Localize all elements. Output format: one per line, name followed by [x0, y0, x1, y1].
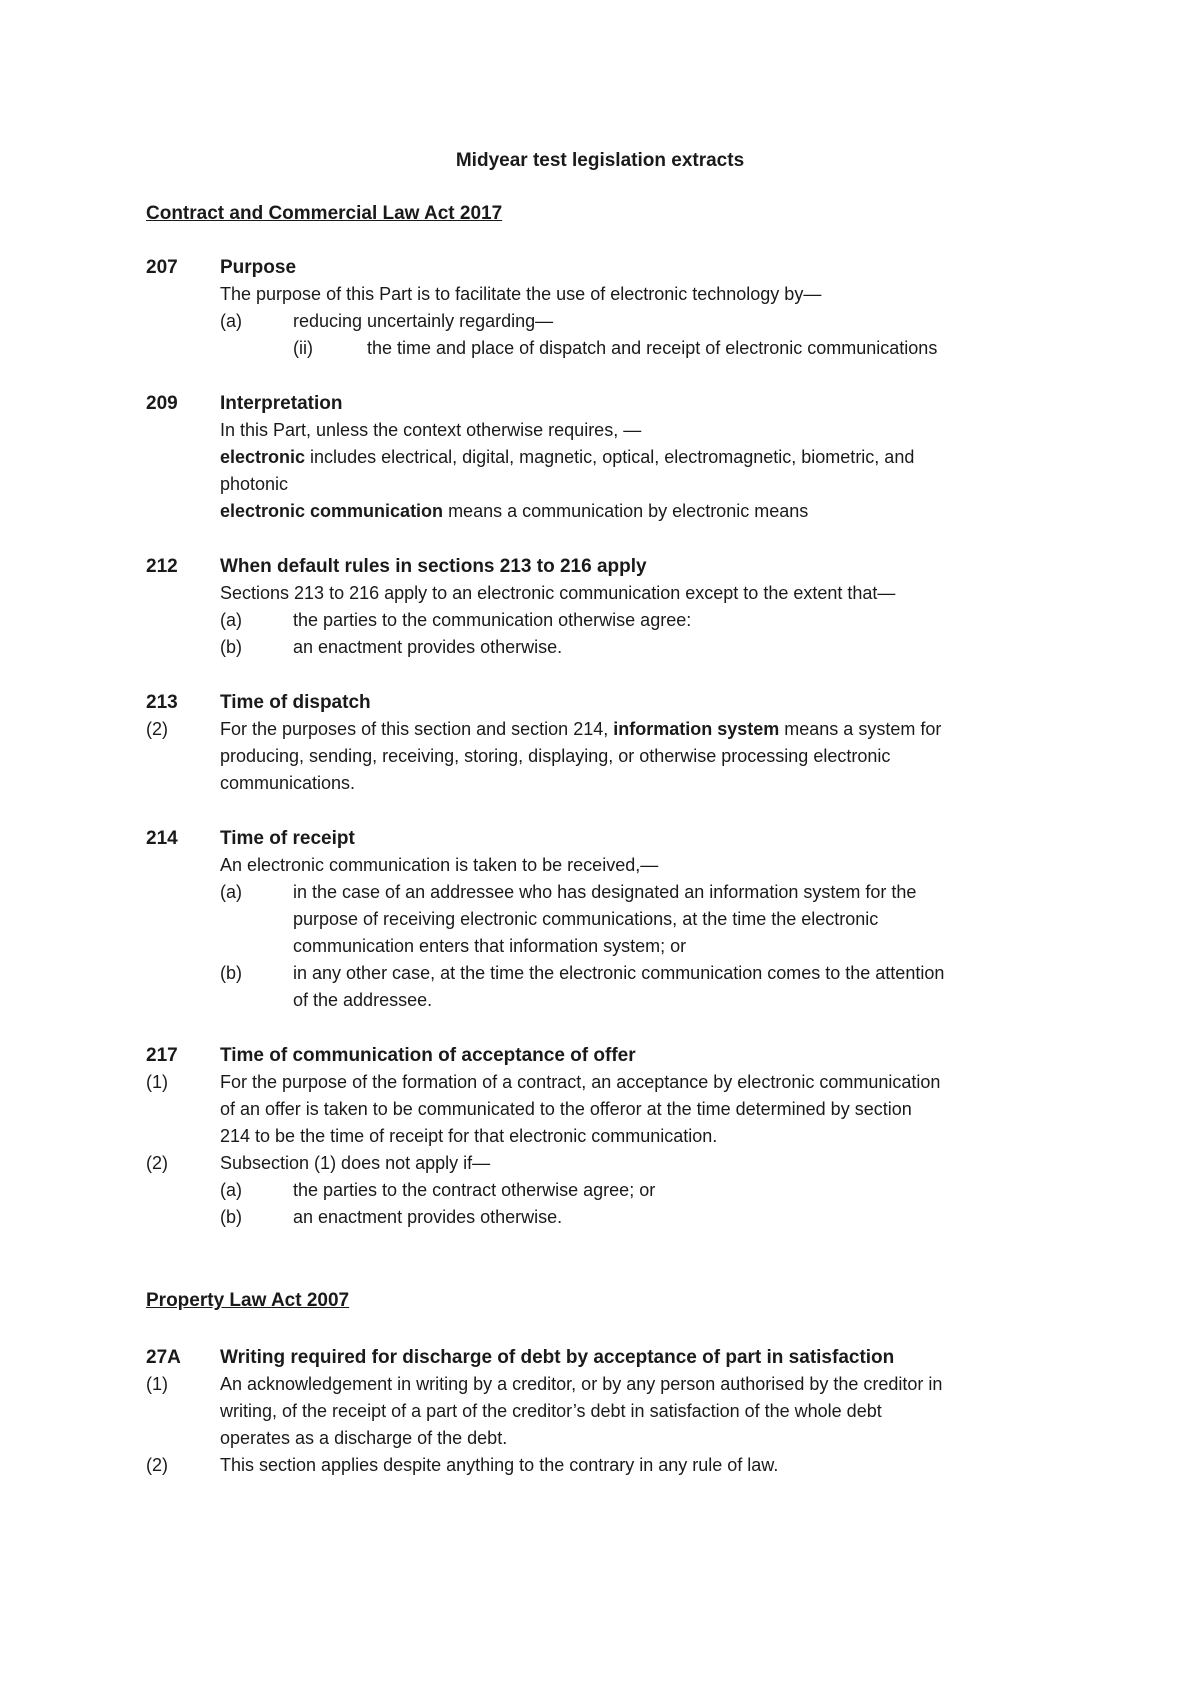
paragraph-text: purpose of receiving electronic communications, at the time the electronic — [293, 909, 879, 929]
section-title: Time of receipt — [220, 828, 355, 849]
section-number: 213 — [146, 692, 178, 713]
section-number: 207 — [146, 257, 178, 278]
paragraph-label: (a) — [220, 311, 242, 331]
section-title: Writing required for discharge of debt by acceptance of part in satisfaction — [220, 1347, 895, 1368]
paragraph-label: (a) — [220, 1180, 242, 1200]
section-title: Time of communication of acceptance of offer — [220, 1045, 636, 1066]
section-text: Sections 213 to 216 apply to an electronic communication except to the extent that— — [220, 583, 896, 603]
section-number: 214 — [146, 828, 178, 849]
section-title: Purpose — [220, 257, 297, 278]
subsection-text: For the purposes of this section and section 214, — [220, 719, 614, 739]
document-title: Midyear test legislation extracts — [455, 150, 745, 171]
subparagraph-label: (ii) — [293, 338, 313, 358]
subsection-line — [220, 716, 941, 743]
paragraph-text: the parties to the contract otherwise agree; or — [293, 1180, 656, 1200]
section-title: Time of dispatch — [220, 692, 371, 713]
subsection-text: operates as a discharge of the debt. — [220, 1428, 508, 1448]
subsection-label: (2) — [146, 1153, 168, 1173]
paragraph-text: an enactment provides otherwise. — [293, 1207, 563, 1227]
section-number: 27A — [146, 1347, 181, 1368]
section-text: The purpose of this Part is to facilitate the use of electronic technology by— — [220, 284, 822, 304]
act-title: Contract and Commercial Law Act 2017 — [146, 203, 503, 224]
subsection-text: writing, of the receipt of a part of the creditor’s debt in satisfaction of the whole debt — [220, 1401, 882, 1421]
subsection-label: (2) — [146, 1455, 168, 1475]
subsection-label: (2) — [146, 719, 168, 739]
subsection-text: means a system for — [779, 719, 942, 739]
section-text: An electronic communication is taken to be received,— — [220, 855, 659, 875]
paragraph-label: (b) — [220, 1207, 242, 1227]
defined-term: information system — [613, 719, 780, 739]
paragraph-text: reducing uncertainly regarding— — [293, 311, 554, 331]
definition-text: photonic — [220, 474, 289, 494]
subsection-text: 214 to be the time of receipt for that electronic communication. — [220, 1126, 718, 1146]
paragraph-label: (a) — [220, 882, 242, 902]
subsection-text: This section applies despite anything to the contrary in any rule of law. — [220, 1455, 779, 1475]
paragraph-text: the parties to the communication otherwise agree: — [293, 610, 692, 630]
paragraph-text: in the case of an addressee who has designated an information system for the — [293, 882, 917, 902]
definition-text: means a communication by electronic means — [443, 501, 809, 521]
subsection-text: For the purpose of the formation of a contract, an acceptance by electronic communication — [220, 1072, 941, 1092]
section-title: Interpretation — [220, 393, 343, 414]
definition-text: includes electrical, digital, magnetic, optical, electromagnetic, biometric, and — [305, 447, 915, 467]
subsection-label: (1) — [146, 1374, 168, 1394]
paragraph-text: an enactment provides otherwise. — [293, 637, 563, 657]
subsection-text: Subsection (1) does not apply if— — [220, 1153, 491, 1173]
paragraph-text: in any other case, at the time the electronic communication comes to the attention — [293, 963, 945, 983]
subsection-text: communications. — [220, 773, 356, 793]
section-number: 217 — [146, 1045, 178, 1066]
definition-line — [220, 498, 808, 525]
subsection-text: producing, sending, receiving, storing, displaying, or otherwise processing electronic — [220, 746, 891, 766]
section-title: When default rules in sections 213 to 216 apply — [220, 556, 647, 577]
defined-term: electronic communication — [220, 501, 444, 521]
act-title: Property Law Act 2007 — [146, 1290, 350, 1311]
definition-line — [220, 444, 914, 471]
paragraph-text: of the addressee. — [293, 990, 433, 1010]
paragraph-text: communication enters that information system; or — [293, 936, 687, 956]
subsection-text: An acknowledgement in writing by a creditor, or by any person authorised by the creditor in — [220, 1374, 943, 1394]
subsection-text: of an offer is taken to be communicated to the offeror at the time determined by section — [220, 1099, 912, 1119]
paragraph-label: (b) — [220, 637, 242, 657]
subsection-label: (1) — [146, 1072, 168, 1092]
defined-term: electronic — [220, 447, 306, 467]
section-number: 212 — [146, 556, 178, 577]
section-text: In this Part, unless the context otherwise requires, — — [220, 420, 642, 440]
paragraph-label: (b) — [220, 963, 242, 983]
section-number: 209 — [146, 393, 178, 414]
subparagraph-text: the time and place of dispatch and receipt of electronic communications — [367, 338, 938, 358]
paragraph-label: (a) — [220, 610, 242, 630]
